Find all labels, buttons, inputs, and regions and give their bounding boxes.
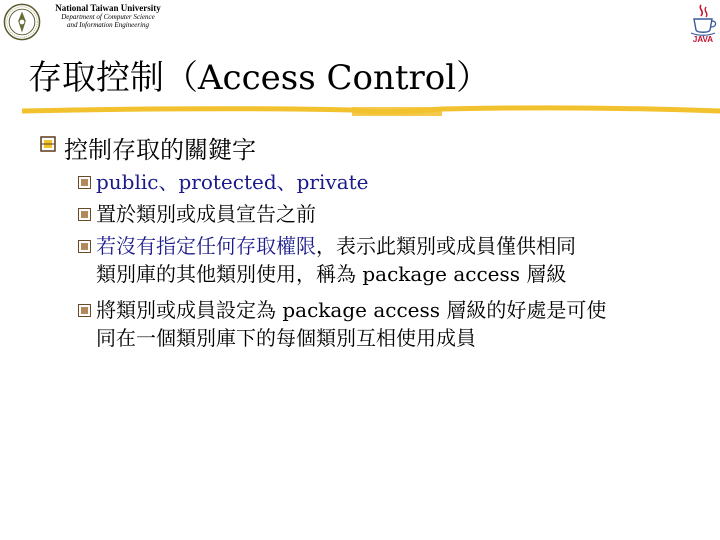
list-item	[96, 168, 696, 196]
list-item-text: ，表示此類別或成員僅供相同	[316, 234, 576, 258]
list-item-text: 類別庫的其他類別使用，稱為 package access 層級	[96, 262, 567, 286]
list-item	[96, 296, 696, 352]
list-item-text: 置於類別或成員宣告之前	[96, 202, 316, 226]
square-sub-bullet-icon	[78, 208, 91, 221]
department-line-1: Department of Computer Science	[61, 13, 155, 22]
ntu-seal-icon	[3, 3, 41, 41]
university-name: National Taiwan University	[55, 3, 161, 13]
list-item	[96, 200, 696, 228]
list-item	[96, 232, 696, 288]
title-underline-divider	[22, 104, 720, 118]
department-line-2: and Information Engineering	[66, 21, 150, 30]
square-bullet-icon	[40, 136, 56, 152]
section-heading: 控制存取的關鍵字	[64, 136, 256, 164]
list-item-text: public、protected、private	[96, 170, 369, 194]
list-item-text-highlight: 若沒有指定任何存取權限	[96, 234, 316, 258]
square-sub-bullet-icon	[78, 240, 91, 253]
university-header	[43, 3, 173, 29]
list-item-line	[96, 232, 696, 260]
list-item-text: 將類別或成員設定為 package access 層級的好處是可使	[96, 298, 607, 322]
square-sub-bullet-icon	[78, 176, 91, 189]
slide-title: 存取控制（Access Control）	[28, 58, 491, 98]
list-item-text: 同在一個類別庫下的每個類別互相使用成員	[96, 326, 476, 350]
square-sub-bullet-icon	[78, 304, 91, 317]
java-logo-text: JAVA	[692, 35, 714, 43]
java-coffee-cup-icon	[688, 3, 718, 43]
